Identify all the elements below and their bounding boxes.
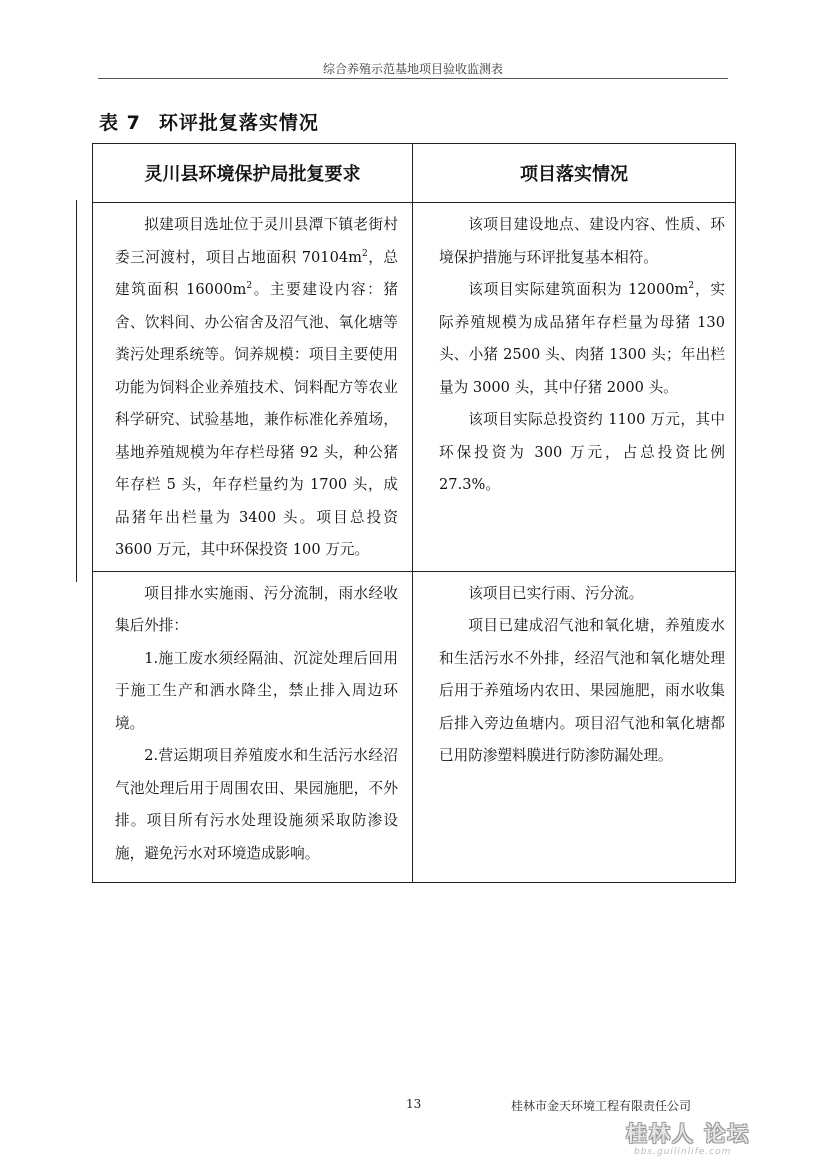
text-run: 项目已建成沼气池和氧化塘，养殖废水和生活污水不外排，经沼气池和氧化塘处理后用于养殖场内农田、果园施肥，雨水收集后排入旁边鱼塘内。项目沼气池和氧化塘都已用防渗塑料膜进行防渗防漏处理。	[439, 617, 725, 764]
watermark-text: 桂林人 论坛	[626, 1122, 751, 1146]
paragraph	[439, 610, 725, 773]
paragraph	[115, 740, 398, 870]
text-run: 该项目已实行雨、污分流。	[468, 584, 644, 602]
approval-table	[92, 143, 736, 883]
table-header-row	[93, 144, 736, 203]
column-header-requirements: 灵川县环境保护局批复要求	[93, 144, 413, 203]
margin-bar	[76, 200, 77, 582]
paragraph	[439, 274, 725, 404]
paragraph	[439, 404, 725, 502]
text-run: 2.营运期项目养殖废水和生活污水经沼气池处理后用于周围农田、果园施肥，不外排。项目所有污水处理设施须采取防渗设施，避免污水对环境造成影响。	[115, 747, 398, 862]
table-number: 表 7	[99, 112, 141, 134]
implementation-cell	[413, 203, 736, 572]
watermark-url: bbs.guilinlife.com	[634, 1147, 732, 1157]
requirement-cell	[93, 571, 413, 882]
text-run: 该项目建设地点、建设内容、性质、环境保护措施与环评批复基本相符。	[439, 216, 725, 266]
table-title-text: 环评批复落实情况	[158, 112, 319, 134]
column-header-implementation: 项目落实情况	[413, 144, 736, 203]
paragraph	[115, 578, 398, 643]
text-run: 该项目实际建筑面积为 12000m	[468, 281, 689, 298]
text-run: 该项目实际总投资约 1100 万元，其中环保投资为 300 万元，占总投资比例 27.3%。	[439, 411, 725, 493]
running-header: 综合养殖示范基地项目验收监测表	[322, 62, 503, 76]
page-number: 13	[406, 1097, 422, 1111]
paragraph	[115, 643, 398, 741]
superscript: 2	[362, 248, 368, 259]
text-run: ，实际养殖规模为成品猪年存栏量为母猪 130 头、小猪 2500 头、肉猪 1300 头；年出栏量为 3000 头，其中仔猪 2000 头。	[439, 281, 725, 396]
paragraph	[439, 209, 725, 274]
superscript: 2	[688, 281, 695, 292]
implementation-cell	[413, 571, 736, 882]
company-name: 桂林市金天环境工程有限责任公司	[511, 1099, 692, 1113]
table-title	[99, 108, 319, 135]
requirement-cell	[93, 203, 413, 572]
watermark	[620, 1118, 820, 1163]
table-row	[93, 571, 736, 882]
text-run: 。主要建设内容：猪舍、饮料间、办公宿舍及沼气池、氧化塘等粪污处理系统等。饲养规模：项目主要使用功能为饲料企业养殖技术、饲料配方等农业科学研究、试验基地，兼作标准化养殖场，基地养殖规模为年存栏母猪 92 头，种公猪年存栏 5 头，年存栏量约为 1700 头，成品猪年出栏量为 3400 头。项目总投资 3600 万元，其中环保投资 100 万元。	[115, 281, 398, 558]
text-run: 1.施工废水须经隔油、沉淀处理后回用于施工生产和洒水降尘，禁止排入周边环境。	[115, 649, 398, 732]
header-rule	[98, 78, 728, 79]
table-row	[93, 203, 736, 572]
text-run: 拟建项目选址位于灵川县潭下镇老街村委三河渡村，项目占地面积 70104m	[115, 216, 398, 266]
text-run: 项目排水实施雨、污分流制，雨水经收集后外排：	[115, 584, 398, 634]
paragraph	[439, 578, 725, 611]
paragraph	[115, 209, 398, 567]
text-run: ，总建筑面积 16000m	[115, 248, 398, 298]
superscript: 2	[246, 281, 253, 292]
